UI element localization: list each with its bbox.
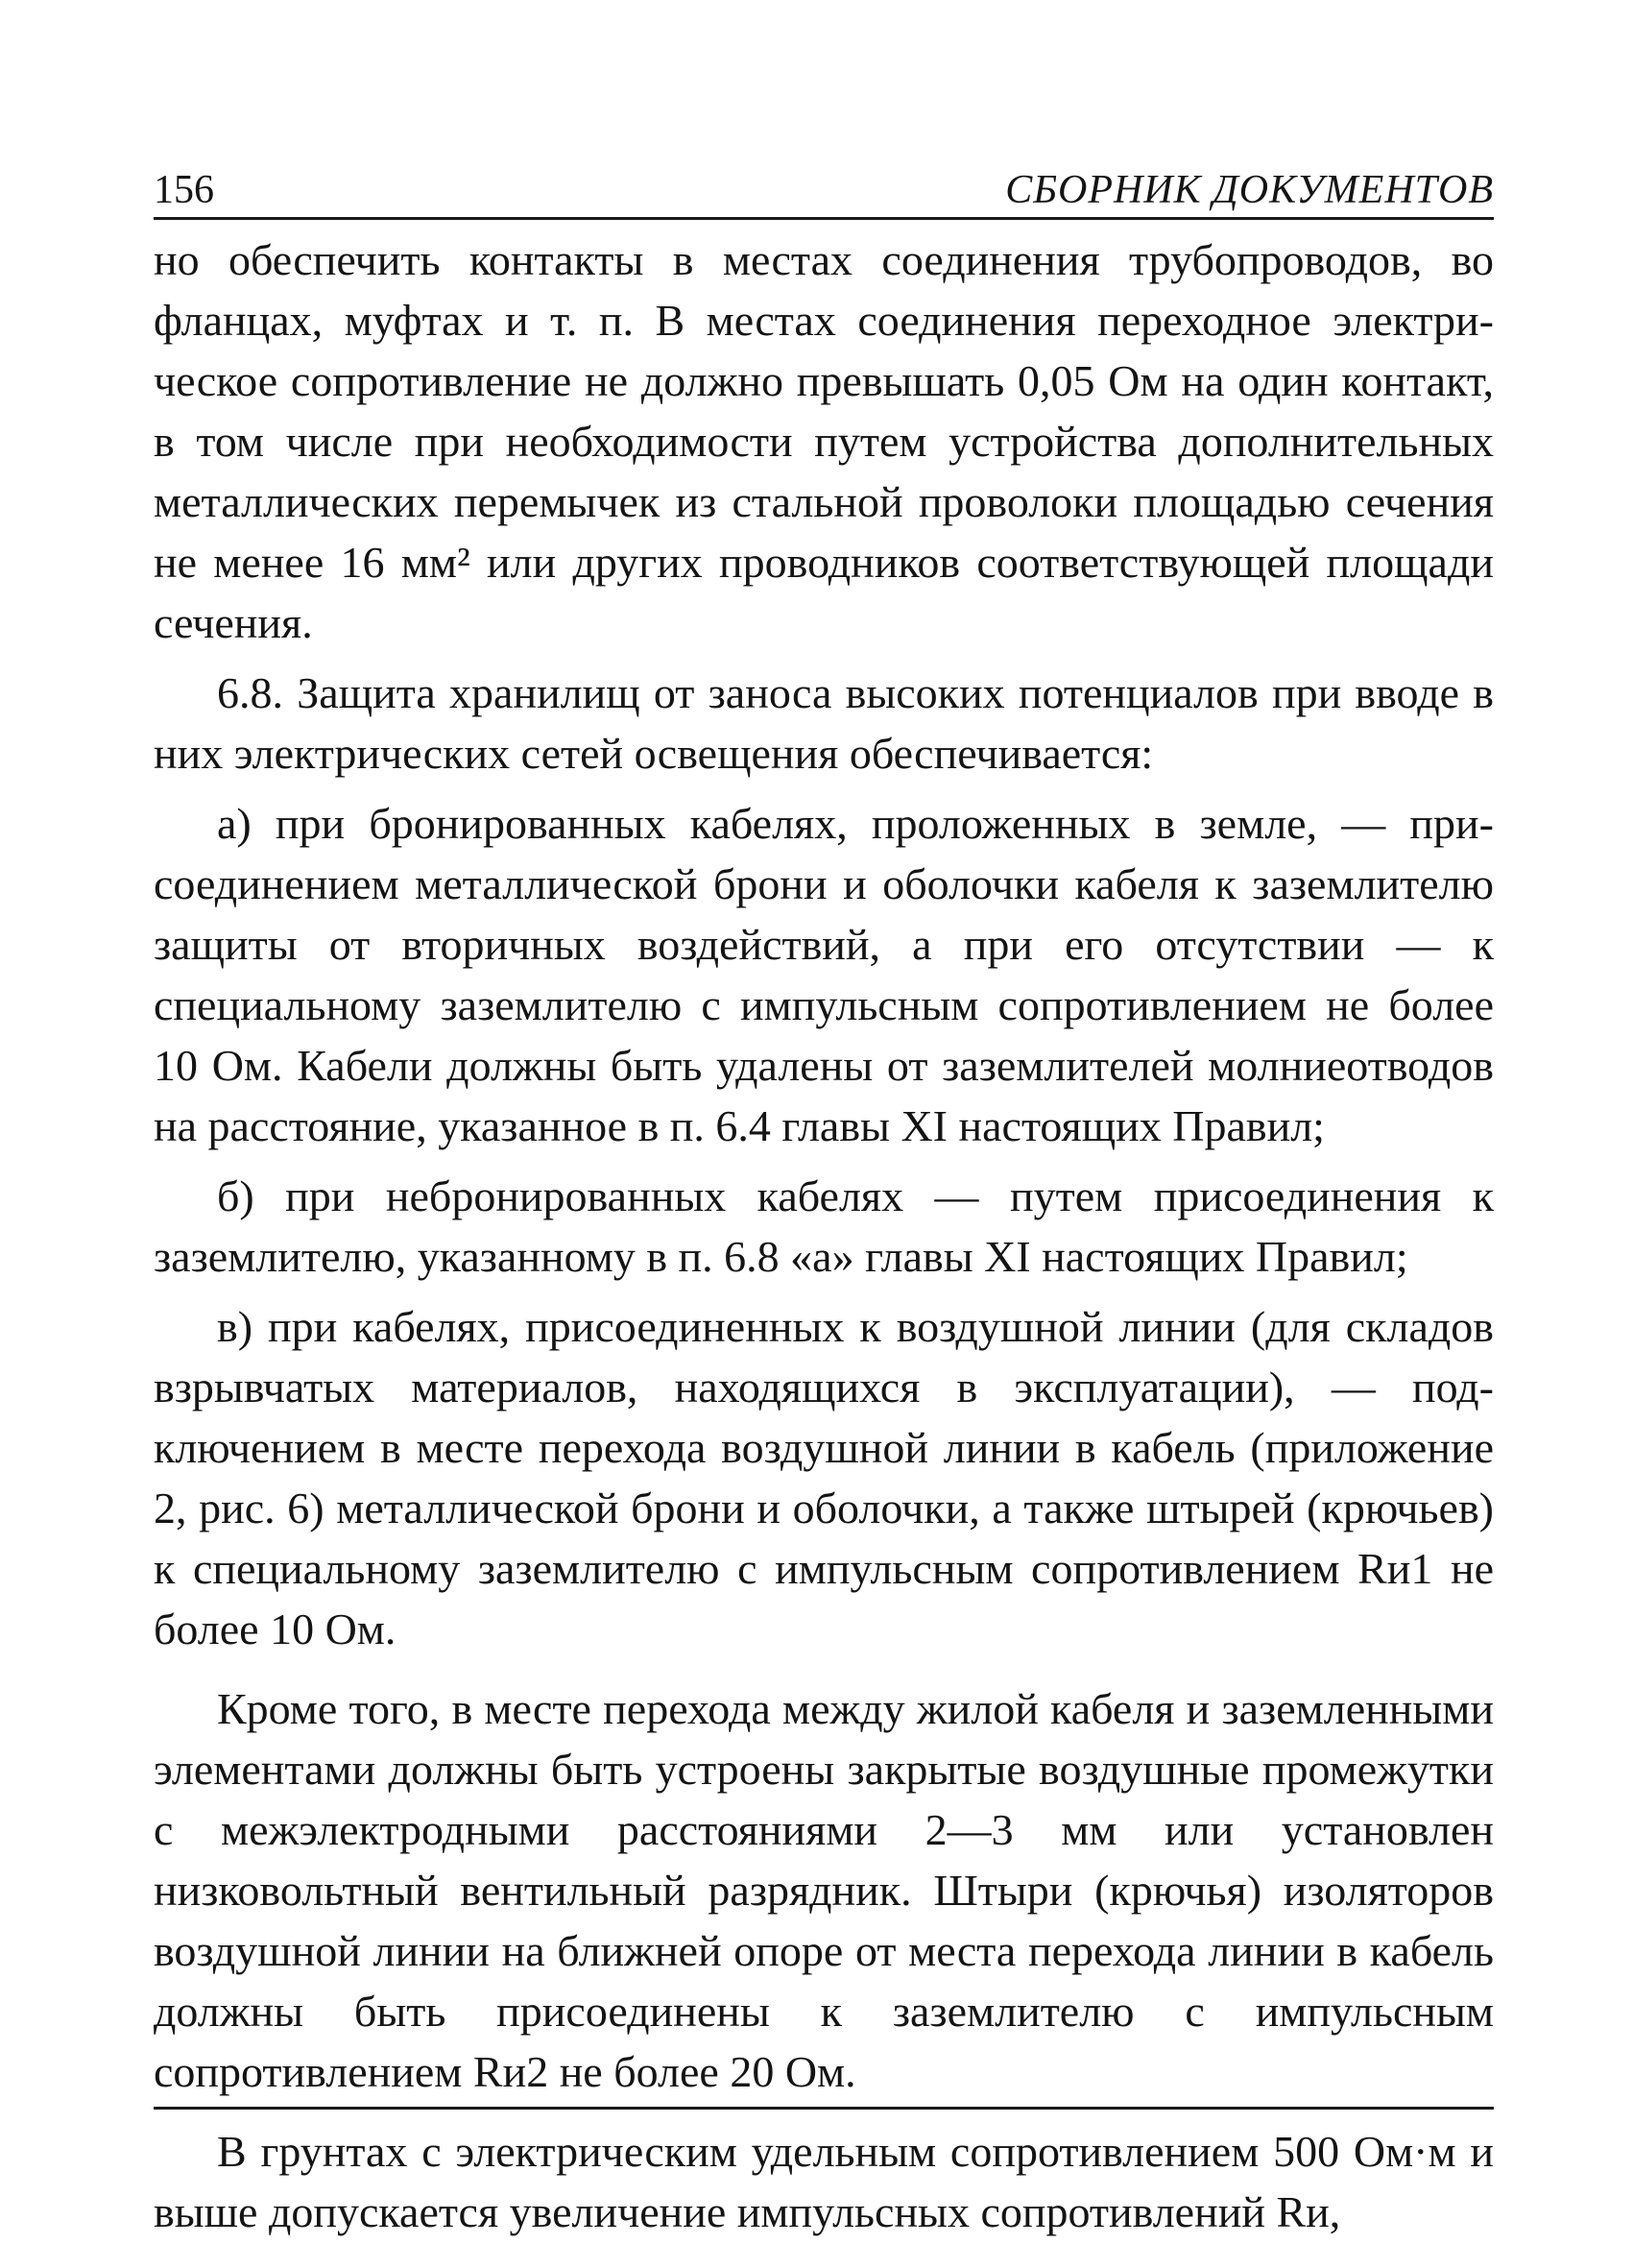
paragraph-clause-6-8: 6.8. Защита хранилищ от заноса высоких потенциалов при вводе в них электрических сетей освещения обеспечивается: (154, 668, 1494, 778)
paragraph-item-b: б) при небронированных кабелях — путем присоединения к заземлителю, указанному в п. 6.8 «а» главы XI настоящих Правил; (154, 1171, 1494, 1281)
paragraph-item-v: в) при кабелях, присоединенных к воздушной линии (для складов взрывчатых материалов, находящихся в эксплуатации), — подключением в месте перехода воздушной линии в кабель (приложение 2, рис. 6) металлической брони и оболочки, а также штырей (крючьев) к специальному заземлителю с импульсным сопротивлением Rи1 не более 10 Ом. (154, 1302, 1494, 1653)
page-number: 156 (154, 168, 214, 212)
footer-rule (154, 2107, 1494, 2110)
running-header (154, 163, 1494, 220)
paragraph-item-a: а) при бронированных кабелях, проложенных в земле, — присоединением металлической брони и оболочки кабеля к заземлителю защиты от вторичных воздействий, а при его отсутствии — к специальному заземлителю с импульсным сопротивлением не более 10 Ом. Кабели должны быть удалены от заземлителей молниеотводов на расстояние, указанное в п. 6.4 главы XI настоящих Правил; (154, 799, 1494, 1150)
document-page (154, 163, 1494, 2242)
body-text (154, 229, 1494, 2242)
paragraph-additional-requirements: Кроме того, в месте перехода между жилой кабеля и заземленными элементами должны быть устроены закрытые воздушные промежутки с межэлектродными расстояниями 2—3 мм или установлен низковольтный вентильный разрядник. Штыри (крючья) изоляторов воздушной линии на ближней опоре от места перехода линии в кабель должны быть присоединены к заземлителю с импульсным сопротивлением Rи2 не более 20 Ом. (154, 1684, 1494, 2096)
running-title: СБОРНИК ДОКУМЕНТОВ (1005, 168, 1494, 212)
paragraph-continuation: но обеспечить контакты в местах соединения трубопроводов, во фланцах, муфтах и т. п. В местах соединения переходное электрическое сопротивление не должно превышать 0,05 Ом на один контакт, в том числе при необходимости путем устройства дополнительных металлических перемычек из стальной проволоки площадью сечения не менее 16 мм² или других проводников соответствующей площади сечения. (154, 235, 1494, 647)
paragraph-soil-resistivity: В грунтах с электрическим удельным сопротивлением 500 Ом·м и выше допускается увеличение импульсных сопротивлений Rи, (154, 2127, 1494, 2236)
